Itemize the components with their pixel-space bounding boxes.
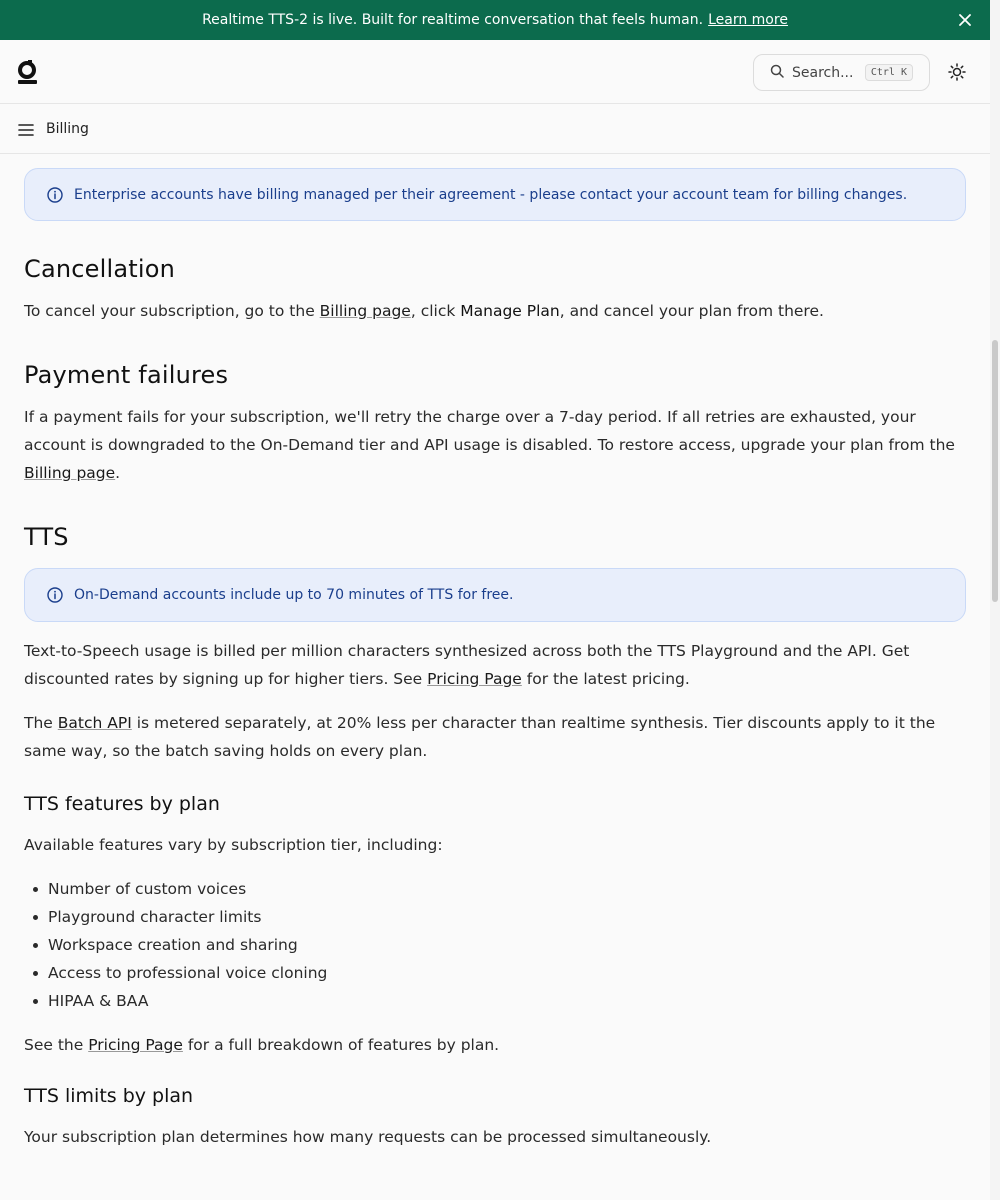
billing-page-link-2[interactable]: Billing page <box>24 464 116 482</box>
text-segment: Text-to-Speech usage is billed per million characters synthesized across both the TTS Playground and the API. Get discounted rates by signing up for higher tiers. See <box>24 642 910 688</box>
enterprise-callout-text: Enterprise accounts have billing managed per their agreement - please contact your account team for billing changes. <box>74 186 908 203</box>
hamburger-menu-icon[interactable] <box>18 122 34 136</box>
page-scrollbar[interactable] <box>990 0 1000 1200</box>
brand-logo-icon[interactable] <box>16 58 40 88</box>
pricing-page-link[interactable]: Pricing Page <box>427 670 522 688</box>
text-segment: If a payment fails for your subscription, we'll retry the charge over a 7-day period. If all retries are exhausted, your account is downgraded to the On-Demand tier and API usage is disabled. To restore access, upgrade your plan from the <box>24 408 955 454</box>
features-outro <box>24 1031 966 1059</box>
text-segment: See the <box>24 1036 89 1054</box>
text-segment: , and cancel your plan from there. <box>559 302 824 320</box>
info-icon <box>47 587 63 603</box>
text-segment: The <box>24 714 58 732</box>
text-segment: To cancel your subscription, go to the <box>24 302 320 320</box>
tts-features-intro: Available features vary by subscription tier, including: <box>24 836 443 854</box>
announcement-banner <box>0 0 990 40</box>
tts-features-heading: TTS features by plan <box>24 793 220 815</box>
on-demand-callout <box>24 568 966 622</box>
batch-api-link[interactable]: Batch API <box>57 714 132 732</box>
billing-page-link[interactable]: Billing page <box>319 302 411 320</box>
text-segment: , click <box>410 302 461 320</box>
list-item: Playground character limits <box>24 903 966 931</box>
tts-billing-paragraph <box>24 637 966 693</box>
on-demand-callout-text: On-Demand accounts include up to 70 minutes of TTS for free. <box>74 587 514 603</box>
features-list <box>24 875 966 1015</box>
enterprise-callout <box>24 168 966 221</box>
list-item: Workspace creation and sharing <box>24 931 966 959</box>
tts-limits-paragraph: Your subscription plan determines how many requests can be processed simultaneously. <box>24 1128 712 1146</box>
learn-more-link[interactable]: Learn more <box>708 12 788 28</box>
banner-text: Realtime TTS-2 is live. Built for realtime conversation that feels human. <box>202 12 704 28</box>
breadcrumb-title: Billing <box>46 121 89 137</box>
text-segment: for the latest pricing. <box>521 670 690 688</box>
payment-failures-paragraph <box>24 403 966 487</box>
search-button[interactable] <box>753 54 930 91</box>
batch-api-paragraph <box>24 709 966 765</box>
text-segment: for a full breakdown of features by plan. <box>182 1036 500 1054</box>
list-item: HIPAA & BAA <box>24 987 966 1015</box>
info-icon <box>47 187 63 203</box>
top-navigation-bar <box>0 40 990 104</box>
close-icon[interactable] <box>956 11 974 29</box>
tts-heading: TTS <box>24 523 69 551</box>
search-icon <box>770 63 784 82</box>
text-segment: . <box>115 464 121 482</box>
cancellation-heading: Cancellation <box>24 255 176 283</box>
breadcrumb <box>0 105 990 154</box>
tts-limits-heading: TTS limits by plan <box>24 1085 194 1107</box>
list-item: Number of custom voices <box>24 875 966 903</box>
pricing-page-link-2[interactable]: Pricing Page <box>88 1036 183 1054</box>
list-item: Access to professional voice cloning <box>24 959 966 987</box>
main-content <box>24 154 966 1151</box>
cancellation-paragraph <box>24 297 966 325</box>
search-shortcut-badge: Ctrl K <box>865 64 913 81</box>
manage-plan-label: Manage Plan <box>460 302 560 320</box>
payment-failures-heading: Payment failures <box>24 361 229 389</box>
sun-icon[interactable] <box>947 62 967 82</box>
scrollbar-thumb[interactable] <box>992 340 998 602</box>
text-segment: is metered separately, at 20% less per character than realtime synthesis. Tier discounts apply to it the same way, so the batch saving holds on every plan. <box>24 714 936 760</box>
search-placeholder: Search... <box>792 64 854 81</box>
